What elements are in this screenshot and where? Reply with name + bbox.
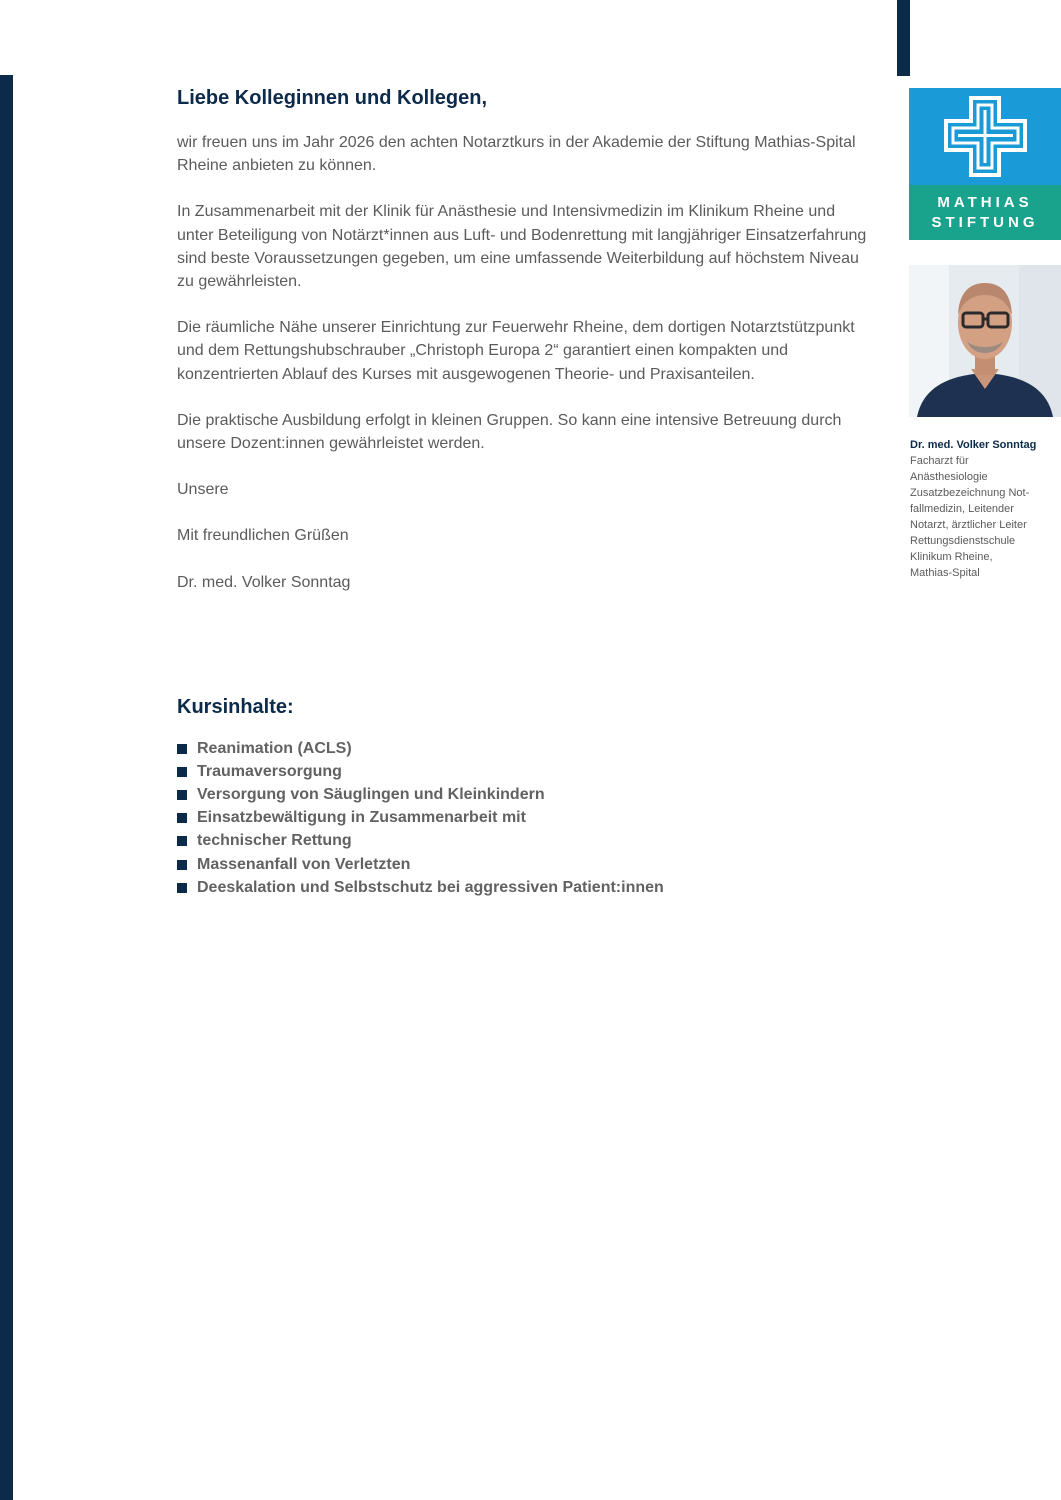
list-item (177, 807, 664, 830)
list-item-label: Massenanfall von Verletzten (197, 855, 411, 873)
square-bullet-icon (177, 860, 187, 870)
logo-cross-panel (909, 88, 1061, 185)
letter-paragraph-4: Die praktische Ausbildung erfolgt in kleinen Gruppen. So kann eine intensive Betreuung durch unsere Dozent:innen gewährleistet werden. (177, 411, 842, 453)
letter-paragraph-5: Unsere (177, 481, 229, 499)
caption-line: Anästhesiologie (910, 471, 988, 483)
course-contents-heading: Kursinhalte: (177, 696, 294, 718)
caption-line: Klinikum Rheine, (910, 551, 993, 563)
square-bullet-icon (177, 836, 187, 846)
square-bullet-icon (177, 767, 187, 777)
caption-line: Zusatzbezeichnung Not- (910, 487, 1030, 499)
list-item (177, 853, 664, 876)
mathias-stiftung-logo (909, 88, 1061, 240)
list-item-label: Versorgung von Säuglingen und Kleinkindern (197, 785, 545, 803)
list-item (177, 876, 664, 899)
top-accent-bar (897, 0, 910, 76)
list-item-label: Deeskalation und Selbstschutz bei aggressiven Patient:innen (197, 878, 664, 896)
closing-line: Mit freundlichen Grüßen (177, 527, 349, 545)
list-item (177, 783, 664, 806)
left-accent-bar (0, 75, 13, 1500)
letter-paragraph-3: Die räumliche Nähe unserer Einrichtung zur Feuerwehr Rheine, dem dortigen Notarztstützpunkt und dem Rettungshubschrauber „Christoph Europa 2“ garantiert einen kompakten und konzentrierten Ablauf des Kurses mit ausgewogenen Theorie- und Praxisanteilen. (177, 319, 855, 383)
list-item (177, 737, 664, 760)
list-item-label: Traumaversorgung (197, 762, 342, 780)
list-item-label: Einsatzbewältigung in Zusammenarbeit mit (197, 809, 526, 827)
square-bullet-icon (177, 744, 187, 754)
signature-name: Dr. med. Volker Sonntag (177, 573, 351, 591)
caption-line: Notarzt, ärztlicher Leiter (910, 519, 1027, 531)
caption-line: fallmedizin, Leitender (910, 503, 1014, 515)
caption-line: Mathias-Spital (910, 567, 980, 579)
caption-name: Dr. med. Volker Sonntag (910, 439, 1037, 451)
caption-line: Rettungsdienstschule (910, 535, 1016, 547)
square-bullet-icon (177, 790, 187, 800)
course-contents-list (177, 737, 664, 899)
portrait-caption (910, 437, 1055, 581)
list-item (177, 760, 664, 783)
cross-icon (909, 88, 1061, 185)
list-item (177, 830, 664, 853)
portrait-image (909, 265, 1061, 417)
caption-line: Facharzt für (910, 455, 969, 467)
letter-paragraph-1: wir freuen uns im Jahr 2026 den achten Notarztkurs in der Akademie der Stiftung Mathias-Spital Rheine anbieten zu können. (177, 134, 856, 175)
square-bullet-icon (177, 883, 187, 893)
letter-body (177, 84, 867, 617)
list-item-label: Reanimation (ACLS) (197, 739, 352, 757)
list-item-label: technischer Rettung (197, 832, 352, 850)
letter-paragraph-2: In Zusammenarbeit mit der Klinik für Anästhesie und Intensivmedizin im Klinikum Rheine und unter Beteiligung von Notärzt*innen aus Luft- und Bodenrettung mit langjähriger Einsatzerfahrung sind beste Voraussetzungen gegeben, um eine umfassende Weiterbildung auf höchstem Niveau zu gewährleisten. (177, 203, 867, 291)
greeting-heading: Liebe Kolleginnen und Kollegen, (177, 87, 488, 109)
logo-wordmark (909, 185, 1061, 240)
square-bullet-icon (177, 813, 187, 823)
portrait-photo (909, 265, 1061, 417)
logo-text-line-2: STIFTUNG (931, 213, 1039, 231)
logo-text-line-1: MATHIAS (937, 193, 1033, 211)
